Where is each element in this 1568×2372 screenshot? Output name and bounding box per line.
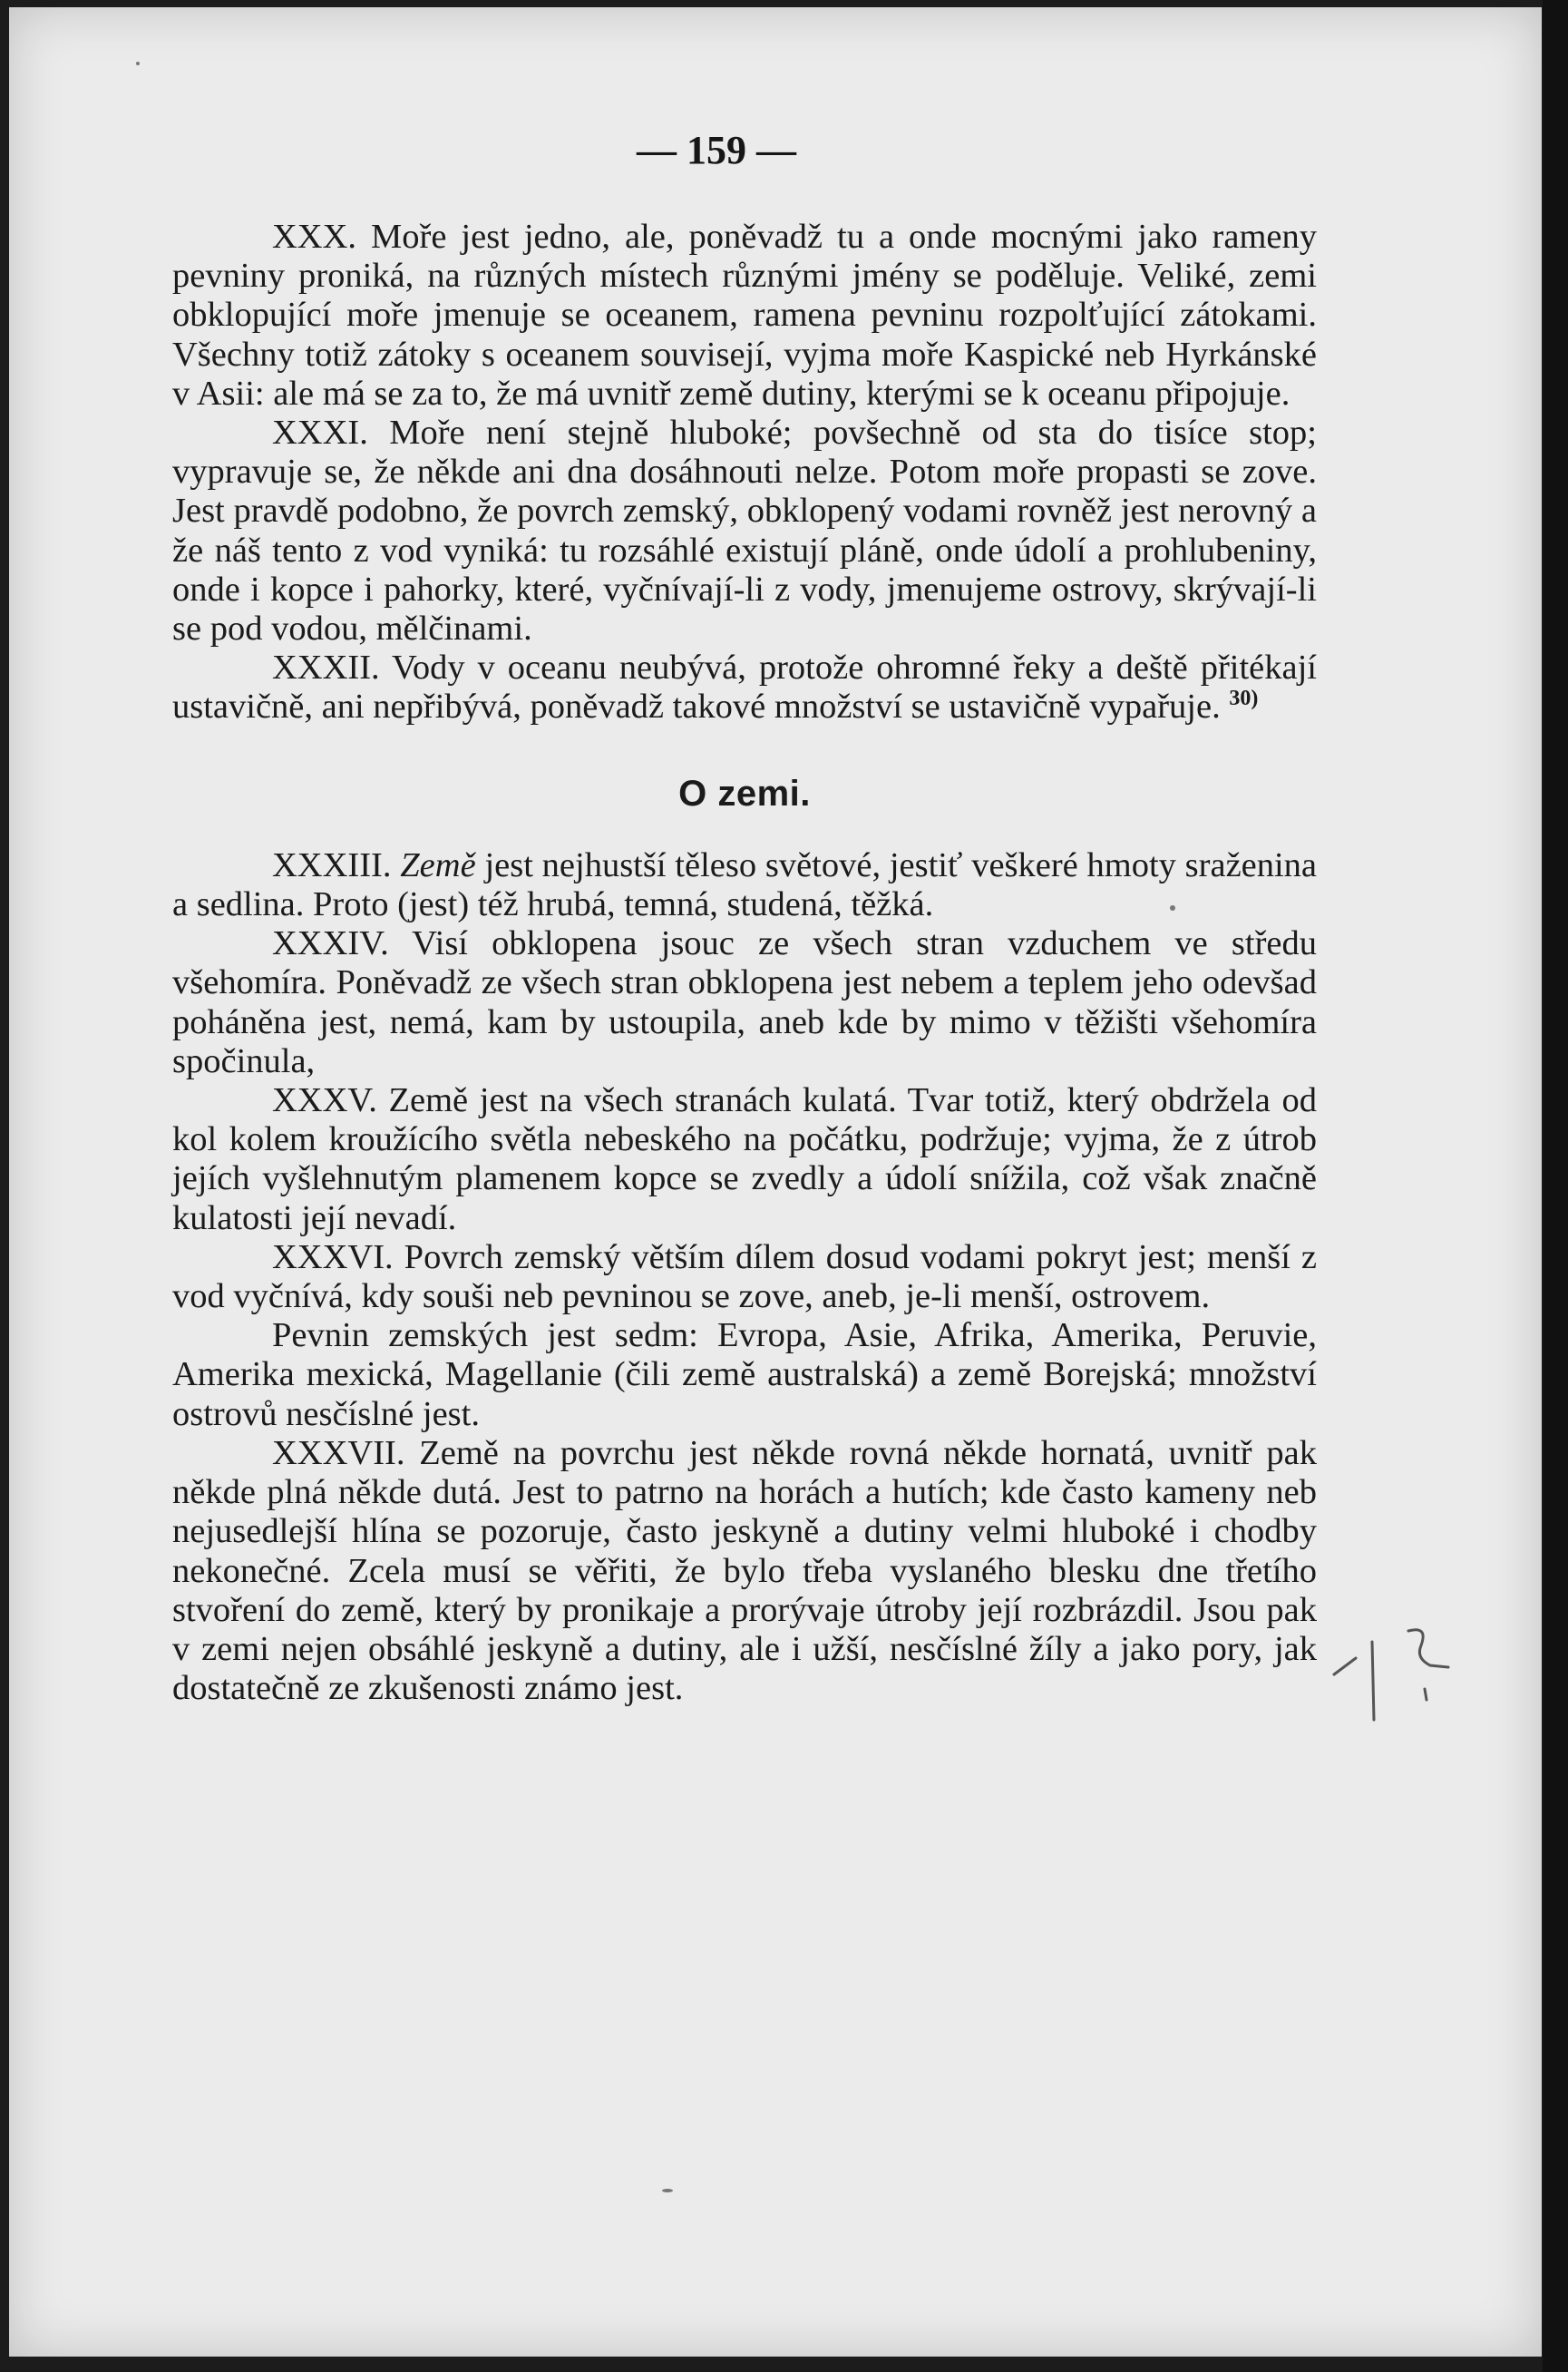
paragraph-xxxiii [172,846,1317,924]
dust-speck [662,2189,673,2192]
body-text [172,218,1317,1708]
section-heading: O zemi. [678,773,811,814]
paragraph-xxxii [172,649,1317,727]
paragraph-xxxiii-emphasis: Země [400,845,476,884]
paragraph-xxxvi: XXXVI. Povrch zemský větším dílem dosud vodami pokryt jest; menší z vod vyčnívá, kdy souši neb pevninou se zove, aneb, je-li menší, ostrovem. [172,1237,1317,1316]
pencil-mark-icon [1329,1622,1456,1731]
dust-speck [1170,905,1175,911]
paragraph-xxxi: XXXI. Moře není stejně hluboké; povšechně od sta do tisíce stop; vypravuje se, že někde ani dna dosáhnouti nelze. Potom moře propasti se zove. Jest pravdě podobno, že povrch zemský, obklopený vodami rovněž jest nerovný a že náš tento z vod vyniká: tu rozsáhlé existují pláně, onde údolí a prohlubeniny, onde i kopce i pahorky, které, vyčnívají-li z vody, jmenujeme ostrovy, skrývají-li se pod vodou, mělčinami. [172,414,1317,649]
paragraph-xxxiv: XXXIV. Visí obklopena jsouc ze všech stran vzduchem ve středu všehomíra. Poněvadž ze všech stran obklopena jest nebem a teplem jeho odevšad poháněna jest, nemá, kam by ustoupila, aneb kde by mimo v těžišti všehomíra spočinula, [172,924,1317,1080]
paragraph-xxxvii: XXXVII. Země na povrchu jest někde rovná někde hornatá, uvnitř pak někde plná někde dutá. Jest to patrno na horách a hutích; kde často kameny neb nejusedlejší hlína se pozoruje, často jeskyně a dutiny velmi hluboké i chodby nekonečné. Zcela musí se věřiti, že bylo třeba vyslaného blesku dne třetího stvoření do země, který by pronikaje a prorývaje útroby její rozbrázdil. Jsou pak v zemi nejen obsáhlé jeskyně a dutiny, ale i užší, nesčíslné žíly a jako pory, jak dostatečně ze zkušenosti známo jest. [172,1433,1317,1708]
scan-border [1543,0,1568,2372]
footnote-ref: 30) [1229,687,1259,711]
dust-speck [136,62,140,65]
page-number: — 159 — [637,128,796,172]
scanned-page [9,7,1542,2357]
paragraph-xxx: XXX. Moře jest jedno, ale, poněvadž tu a onde mocnými jako rameny pevniny proniká, na různých místech různými jmény se poděluje. Veliké, zemi obklopující moře jmenuje se oceanem, ramena pevninu rozpolťující zátokami. Všechny totiž zátoky s oceanem souvisejí, vyjma moře Kaspické neb Hyrkánské v Asii: ale má se za to, že má uvnitř země dutiny, kterými se k oceanu připojuje. [172,218,1317,413]
paragraph-xxxii-text: XXXII. Vody v oceanu neubývá, protože ohromné řeky a deště přitékají ustavičně, ani nepřibývá, poněvadž takové množství se ustavičně vypařuje. [172,649,1317,727]
paragraph-continents: Pevnin zemských jest sedm: Evropa, Asie, Afrika, Amerika, Peruvie, Amerika mexická, Magellanie (čili země australská) a země Borejská; množství ostrovů nesčíslné jest. [172,1316,1317,1433]
paragraph-xxxv: XXXV. Země jest na všech stranách kulatá. Tvar totiž, který obdržela od kol kolem kroužícího světla nebeského na počátku, podržuje; vyjma, že z útrob jejích vyšlehnutým plamenem kopce se zvedly a údolí snížila, což však značně kulatosti její nevadí. [172,1081,1317,1237]
paragraph-xxxiii-text: jest nejhustší těleso světové, jestiť veškeré hmoty sraženina a sedlina. Proto (jest) též hrubá, temná, studená, těžká. [172,845,1318,924]
paragraph-xxxiii-number: XXXIII. [272,845,392,884]
